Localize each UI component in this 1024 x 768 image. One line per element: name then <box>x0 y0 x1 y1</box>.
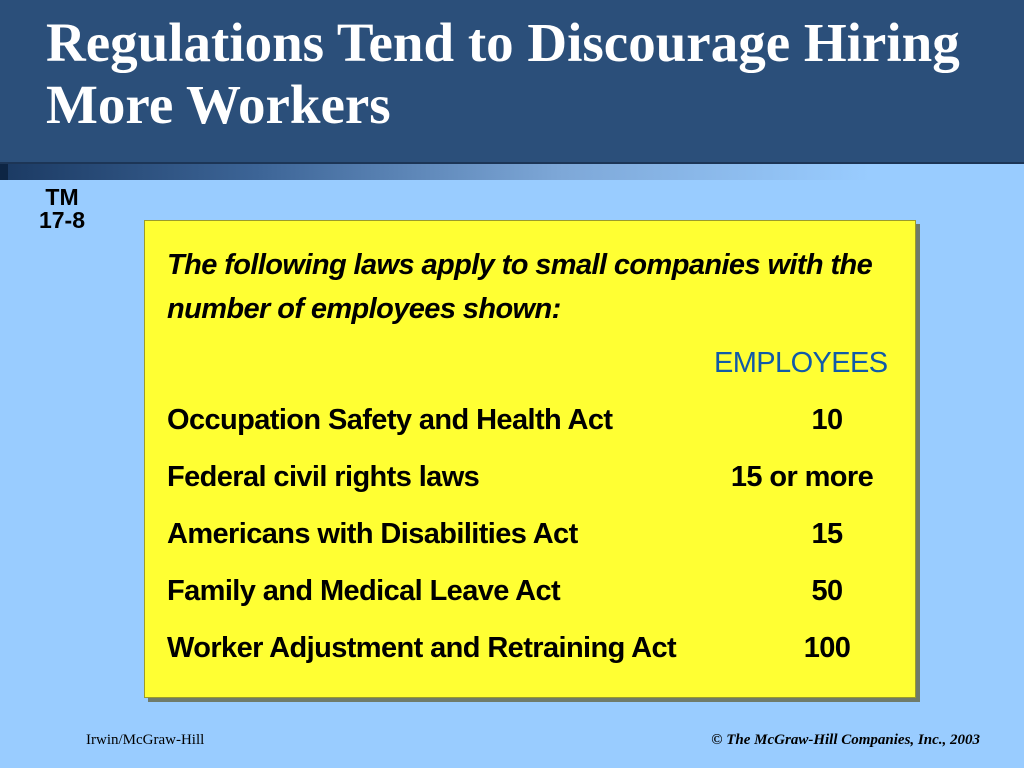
tm-label: TM 17-8 <box>38 184 86 233</box>
law-row <box>167 632 907 672</box>
law-name: Americans with Disabilities Act <box>167 518 578 550</box>
law-name: Worker Adjustment and Retraining Act <box>167 632 677 664</box>
intro-text: The following laws apply to small companies with the number of employees shown: <box>167 249 873 325</box>
law-employees: 15 <box>811 518 843 550</box>
law-row <box>167 461 907 501</box>
law-row <box>167 404 907 444</box>
footer-copyright: © The McGraw-Hill Companies, Inc., 2003 <box>711 732 980 748</box>
laws-box <box>144 220 916 698</box>
law-employees: 15 or more <box>730 461 874 493</box>
left-accent <box>0 164 8 180</box>
law-name: Occupation Safety and Health Act <box>167 404 613 436</box>
title-bar <box>0 0 1024 164</box>
law-employees: 100 <box>803 632 851 664</box>
law-employees: 10 <box>811 404 843 436</box>
footer-publisher: Irwin/McGraw-Hill <box>86 732 205 748</box>
law-row <box>167 518 907 558</box>
law-name: Federal civil rights laws <box>167 461 480 493</box>
employees-column-header: EMPLOYEES <box>714 347 888 379</box>
law-employees: 50 <box>811 575 843 607</box>
slide-title: Regulations Tend to Discourage Hiring More Workers <box>46 12 960 135</box>
law-row <box>167 575 907 615</box>
law-name: Family and Medical Leave Act <box>167 575 561 607</box>
gradient-strip <box>0 164 1024 180</box>
